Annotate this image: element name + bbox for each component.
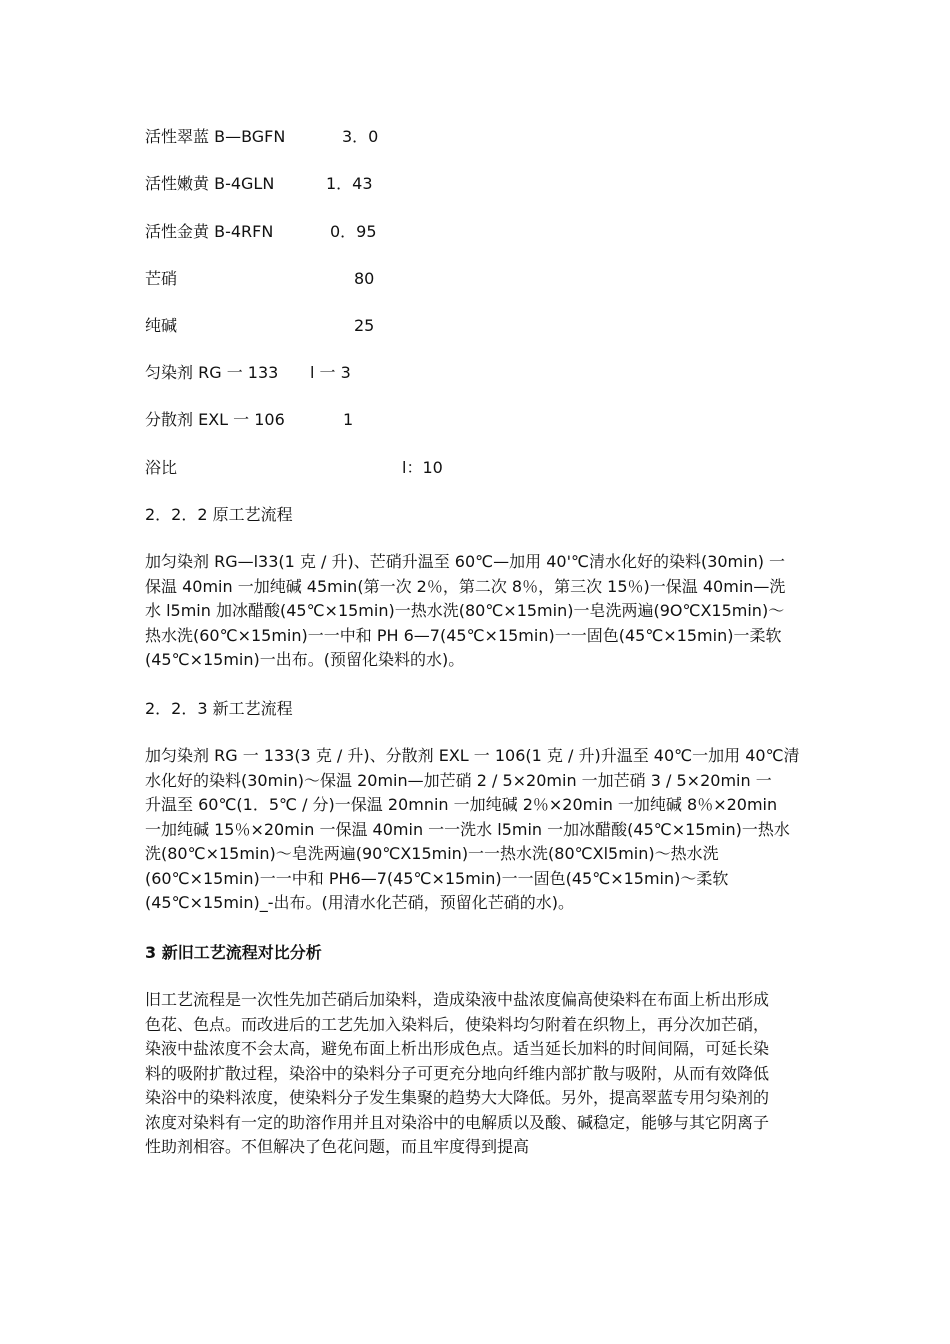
recipe-value: 1 — [343, 410, 354, 429]
text-line: (45℃×15min)一出布。(预留化染料的水)。 — [145, 650, 465, 669]
recipe-name: 浴比 — [145, 458, 178, 477]
recipe-name: 纯碱 — [145, 316, 178, 335]
text-line: 水 l5min 加冰醋酸(45℃×15min)一热水洗(80℃×15min)一皂洗两遍(9O℃X15min)～ — [145, 601, 785, 620]
section-heading: 2．2．2 原工艺流程 — [145, 505, 293, 524]
text-line: 加匀染剂 RG 一 133(3 克 / 升)、分散剂 EXL 一 106(1 克 / 升)升温至 40℃一加用 40℃清 — [145, 746, 800, 765]
text-line: 热水洗(60℃×15min)一一中和 PH 6—7(45℃×15min)一一固色(45℃×15min)一柔软 — [145, 625, 782, 645]
recipe-name: 匀染剂 RG 一 133 — [145, 363, 279, 382]
text-line: 染液中盐浓度不会太高，避免布面上析出形成色点。适当延长加料的时间间隔，可延长染 — [145, 1039, 770, 1058]
recipe-value: l：10 — [402, 458, 443, 477]
section-heading: 2．2．3 新工艺流程 — [145, 699, 293, 718]
text-line: 性助剂相容。不但解决了色花问题，而且牢度得到提高 — [145, 1137, 530, 1156]
recipe-name: 活性翠蓝 B—BGFN — [145, 127, 286, 146]
recipe-value: 25 — [354, 316, 375, 335]
text-line: 加匀染剂 RG—l33(1 克 / 升)、芒硝升温至 60℃—加用 40'℃清水化好的染料(30min) 一 — [145, 552, 786, 571]
paragraph-new-process — [145, 744, 810, 916]
text-line: 料的吸附扩散过程，染浴中的染料分子可更充分地向纤维内部扩散与吸附，从而有效降低 — [145, 1063, 770, 1083]
text-line: 水化好的染料(30min)～保温 20min—加芒硝 2 / 5×20min 一加芒硝 3 / 5×20min 一 — [145, 770, 772, 790]
paragraph-comparison — [145, 988, 810, 1160]
text-line: 染浴中的染料浓度，使染料分子发生集聚的趋势大大降低。另外，提高翠蓝专用匀染剂的 — [145, 1088, 770, 1107]
text-line: (60℃×15min)一一中和 PH6—7(45℃×15min)一一固色(45℃×15min)～柔软 — [145, 868, 729, 888]
section-heading: 3 新旧工艺流程对比分析 — [145, 943, 322, 962]
recipe-value: l 一 3 — [310, 363, 351, 382]
recipe-name: 活性嫩黄 B-4GLN — [145, 174, 275, 193]
recipe-name: 活性金黄 B-4RFN — [145, 222, 274, 241]
recipe-value: 0．95 — [330, 222, 377, 241]
recipe-name: 分散剂 EXL 一 106 — [145, 410, 285, 429]
text-line: 浓度对染料有一定的助溶作用并且对染浴中的电解质以及酸、碱稳定，能够与其它阴离子 — [145, 1112, 770, 1132]
text-line: 洗(80℃×15min)～皂洗两遍(90℃X15min)一一热水洗(80℃Xl5min)～热水洗 — [145, 844, 719, 863]
recipe-value: 80 — [354, 269, 375, 288]
recipe-value: 1．43 — [326, 174, 373, 193]
text-line: 保温 40min 一加纯碱 45min(第一次 2％，第二次 8％，第三次 15％)一保温 40min—洗 — [145, 576, 786, 596]
text-line: (45℃×15min)_-出布。(用清水化芒硝，预留化芒硝的水)。 — [145, 893, 575, 912]
text-line: 升温至 60℃(1．5℃ / 分)一保温 20mnin 一加纯碱 2％×20min 一加纯碱 8％×20min — [145, 795, 778, 814]
text-line: 色花、色点。而改进后的工艺先加入染料后，使染料均匀附着在织物上，再分次加芒硝， — [145, 1014, 770, 1034]
text-line: 一加纯碱 15％×20min 一保温 40min 一一洗水 l5min 一加冰醋酸(45℃×15min)一热水 — [145, 819, 790, 839]
recipe-value: 3．0 — [342, 127, 379, 146]
text-line: 旧工艺流程是一次性先加芒硝后加染料，造成染液中盐浓度偏高使染料在布面上析出形成 — [145, 990, 770, 1009]
recipe-name: 芒硝 — [145, 269, 178, 288]
paragraph-original-process — [145, 550, 810, 673]
